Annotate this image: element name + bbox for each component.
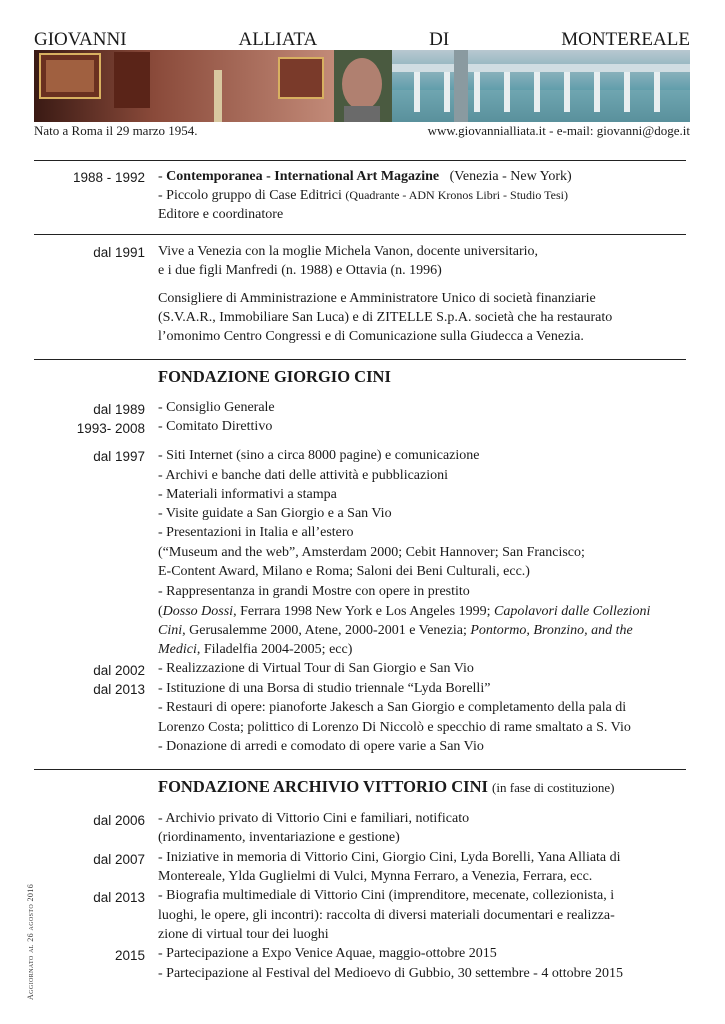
entry-line: luoghi, le opere, gli incontri): raccolta di diversi materiali documentari e realizza- <box>158 908 615 923</box>
year-label: dal 2002 <box>93 663 145 678</box>
update-note: Aggiornato al 26 agosto 2016 <box>26 883 35 1000</box>
entry-line: - Archivi e banche dati delle attività e pubblicazioni <box>158 468 449 483</box>
entry-line: Editore e coordinatore <box>158 207 284 222</box>
entry-line: - Presentazioni in Italia e all’estero <box>158 525 354 540</box>
entry-line: e i due figli Manfredi (n. 1988) e Ottavia (n. 1996) <box>158 263 442 278</box>
entry-line: (S.V.A.R., Immobiliare San Luca) e di ZITELLE S.p.A. società che ha restaurato <box>158 310 613 325</box>
exhibition-title: Capolavori dalle Collezioni <box>494 604 651 619</box>
entry-line <box>158 602 698 621</box>
divider <box>34 160 686 161</box>
publishing-houses: (Quadrante - ADN Kronos Libri - Studio Tesi) <box>345 188 568 202</box>
year-label: dal 1989 <box>93 402 145 417</box>
entry-line: - Restauri di opere: pianoforte Jakesch a San Giorgio e completamento della pala di <box>158 700 627 715</box>
entry-line: - Contemporanea - International Art Magazine (Venezia - New York) <box>158 169 572 184</box>
entry-line: - Partecipazione a Expo Venice Aquae, maggio-ottobre 2015 <box>158 946 497 961</box>
entry-line: - Rappresentanza in grandi Mostre con opere in prestito <box>158 584 470 599</box>
contact-info: www.giovannialliata.it - e-mail: giovanni@doge.it <box>427 123 690 138</box>
title-word-2: ALLIATA <box>238 29 318 50</box>
entry-line: - Siti Internet (sino a circa 8000 pagine) e comunicazione <box>158 448 480 463</box>
section-heading-title: FONDAZIONE ARCHIVIO VITTORIO CINI <box>158 777 488 796</box>
entry-line: - Comitato Direttivo <box>158 419 273 434</box>
year-label: dal 2006 <box>93 813 145 828</box>
entry-line: - Archivio privato di Vittorio Cini e familiari, notificato <box>158 811 470 826</box>
header-banner-photo <box>34 50 690 122</box>
banner-collage-image <box>34 50 690 122</box>
divider <box>34 769 686 770</box>
year-label: dal 1991 <box>93 245 145 260</box>
entry-line <box>158 186 698 205</box>
year-label: dal 2007 <box>93 852 145 867</box>
entry-line: - Materiali informativi a stampa <box>158 487 337 502</box>
entry-line: - Partecipazione al Festival del Medioevo di Gubbio, 30 settembre - 4 ottobre 2015 <box>158 966 623 981</box>
entry-line: - Biografia multimediale di Vittorio Cini (imprenditore, mecenate, collezionista, i <box>158 888 615 903</box>
entry-line: E-Content Award, Milano e Roma; Saloni dei Beni Culturali, ecc.) <box>158 564 530 579</box>
magazine-location: (Venezia - New York) <box>449 169 572 184</box>
magazine-name: Contemporanea - International Art Magazine <box>166 169 440 184</box>
year-label: dal 2013 <box>93 890 145 905</box>
exhibition-title: Medici <box>158 642 197 657</box>
entry-line: - Consiglio Generale <box>158 400 275 415</box>
text-fragment: , Ferrara 1998 New York e Los Angeles 1999; <box>233 604 494 619</box>
year-label: 1988 - 1992 <box>72 170 145 185</box>
entry-line: Montereale, Ylda Guglielmi di Vulci, Mynna Ferraro, a Venezia, Ferrara, ecc. <box>158 869 593 884</box>
page-title <box>34 28 690 52</box>
entry-line: - Realizzazione di Virtual Tour di San Giorgio e San Vio <box>158 661 474 676</box>
entry-line: Consigliere di Amministrazione e Amministratore Unico di società finanziarie <box>158 291 596 306</box>
entry-line: - Donazione di arredi e comodato di opere varie a San Vio <box>158 739 484 754</box>
entry-line <box>158 621 698 640</box>
entry-line: zione di virtual tour dei luoghi <box>158 927 329 942</box>
year-label: 2015 <box>114 948 145 963</box>
entry-line: (riordinamento, inventariazione e gestione) <box>158 830 400 845</box>
entry-line: - Istituzione di una Borsa di studio triennale “Lyda Borelli” <box>158 681 491 696</box>
title-word-3: DI <box>429 29 450 50</box>
title-word-1: GIOVANNI <box>34 29 127 50</box>
text-fragment: , Filadelfia 2004-2005; ecc) <box>196 642 353 657</box>
year-label: dal 2013 <box>93 682 145 697</box>
entry-line: Vive a Venezia con la moglie Michela Vanon, docente universitario, <box>158 244 539 259</box>
exhibition-title: Dosso Dossi <box>162 604 234 619</box>
section-heading-note: (in fase di costituzione) <box>492 780 615 795</box>
year-label: dal 1997 <box>93 449 145 464</box>
text-fragment: , Gerusalemme 2000, Atene, 2000-2001 e Venezia; <box>182 623 471 638</box>
divider <box>34 359 686 360</box>
text-fragment: ( <box>158 604 163 619</box>
section-heading: FONDAZIONE GIORGIO CINI <box>158 367 391 386</box>
entry-line: - Visite guidate a San Giorgio e a San Vio <box>158 506 392 521</box>
entry-line: l’omonimo Centro Congressi e di Comunicazione sulla Giudecca a Venezia. <box>158 329 584 344</box>
title-word-4: MONTEREALE <box>561 29 690 50</box>
publishing-group: - Piccolo gruppo di Case Editrici <box>158 188 342 203</box>
entry-line: (“Museum and the web”, Amsterdam 2000; Cebit Hannover; San Francisco; <box>158 545 585 560</box>
entry-line: Lorenzo Costa; polittico di Lorenzo Di Niccolò e specchio di rame smaltato a S. Vio <box>158 720 631 735</box>
exhibition-title: Pontormo, Bronzino, and the <box>470 623 633 638</box>
year-label: 1993- 2008 <box>76 421 145 436</box>
birth-info: Nato a Roma il 29 marzo 1954. <box>34 123 198 138</box>
divider <box>34 234 686 235</box>
entry-line: - Iniziative in memoria di Vittorio Cini, Giorgio Cini, Lyda Borelli, Yana Alliata di <box>158 850 621 865</box>
section-heading <box>158 776 614 799</box>
header-info <box>34 122 690 140</box>
entry-line <box>158 640 698 659</box>
exhibition-title: Cini <box>158 623 183 638</box>
